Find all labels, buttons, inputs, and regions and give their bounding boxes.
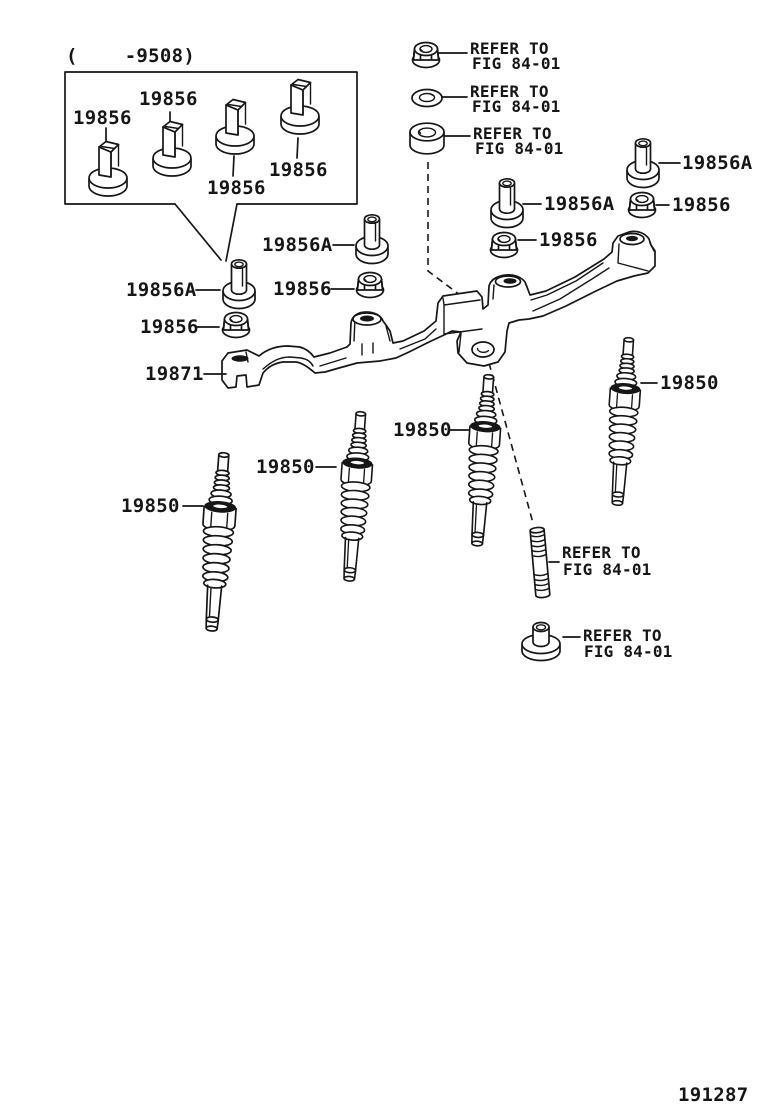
early-terminal-2 bbox=[153, 122, 191, 177]
nut-19856-4 bbox=[629, 193, 656, 218]
callout-terminal-midleft: 19856A bbox=[262, 234, 333, 256]
refer-stud bbox=[530, 527, 550, 598]
nut-19856-3 bbox=[491, 233, 518, 258]
callout-nut-midleft: 19856 bbox=[273, 278, 332, 300]
terminal-19856a-2 bbox=[356, 215, 388, 264]
refer-note-3-line2: FIG 84-01 bbox=[475, 139, 564, 158]
variant-caption: ( -9508) bbox=[66, 45, 196, 67]
glow-plug-1 bbox=[196, 452, 240, 632]
callout-glow-plug-1: 19850 bbox=[121, 495, 180, 517]
refer-grommet bbox=[410, 123, 444, 154]
callout-terminal-right: 19856A bbox=[682, 152, 753, 174]
bar-stud-seat-3 bbox=[504, 278, 517, 284]
callout-early-nut-2: 19856 bbox=[139, 88, 198, 110]
refer-note-2-line2: FIG 84-01 bbox=[472, 97, 561, 116]
callout-terminal-mid: 19856A bbox=[544, 193, 615, 215]
nut-19856-2 bbox=[357, 273, 384, 298]
variant-box bbox=[65, 45, 357, 261]
refer-washer bbox=[412, 90, 442, 107]
early-terminal-4 bbox=[281, 80, 319, 135]
early-terminal-3 bbox=[216, 100, 254, 155]
variant-box-pointer-lines bbox=[175, 204, 237, 261]
callout-nut-right: 19856 bbox=[672, 194, 731, 216]
glow-plug-2 bbox=[334, 411, 376, 582]
refer-note-1-line2: FIG 84-01 bbox=[472, 54, 561, 73]
refer-nut bbox=[413, 43, 440, 68]
callout-nut-left: 19856 bbox=[140, 316, 199, 338]
glow-plug-4 bbox=[602, 337, 644, 507]
refer-note-3-line1: REFER TO bbox=[473, 124, 552, 143]
callout-glow-plug-2: 19850 bbox=[256, 456, 315, 478]
callout-nut-mid: 19856 bbox=[539, 229, 598, 251]
refer-note-terminal-line2: FIG 84-01 bbox=[584, 642, 673, 661]
callout-glow-plug-4: 19850 bbox=[660, 372, 719, 394]
callout-early-nut-1: 19856 bbox=[73, 107, 132, 129]
bar-bracket-hole bbox=[472, 342, 494, 357]
figure-code: 191287 bbox=[678, 1084, 749, 1106]
callout-terminal-left: 19856A bbox=[126, 279, 197, 301]
refer-note-stud-line1: REFER TO bbox=[562, 543, 641, 562]
callout-early-nut-3: 19856 bbox=[207, 177, 266, 199]
refer-note-1-line1: REFER TO bbox=[470, 39, 549, 58]
glow-plugs bbox=[196, 337, 644, 632]
callout-connector-bar: 19871 bbox=[145, 363, 204, 385]
glow-plug-3 bbox=[462, 374, 505, 547]
terminal-19856a-4 bbox=[627, 139, 659, 188]
nut-19856-1 bbox=[223, 313, 250, 338]
early-terminal-1 bbox=[89, 142, 127, 197]
refer-terminal bbox=[522, 623, 560, 661]
bar-stud-seat-2 bbox=[360, 316, 374, 322]
terminal-19856a-3 bbox=[491, 179, 523, 228]
bar-left-stud-seat bbox=[232, 355, 249, 361]
terminal-19856a-1 bbox=[223, 260, 255, 309]
refer-note-stud-line2: FIG 84-01 bbox=[563, 560, 652, 579]
bar-stud-seat-4 bbox=[626, 236, 638, 241]
callout-early-nut-4: 19856 bbox=[269, 159, 328, 181]
callout-glow-plug-3: 19850 bbox=[393, 419, 452, 441]
refer-note-2-line1: REFER TO bbox=[470, 82, 549, 101]
refer-note-terminal-line1: REFER TO bbox=[583, 626, 662, 645]
